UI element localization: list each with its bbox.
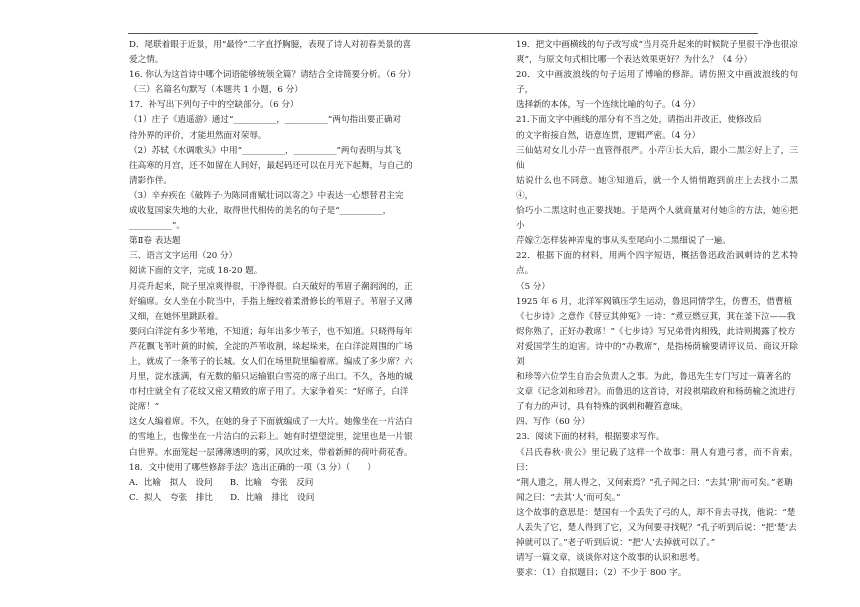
text-line: （3）辛弃疾在《破阵子·为陈同甫赋壮词以寄之》中表达一心想替君主完 bbox=[129, 190, 404, 201]
passage-line: 恰巧小二黑这时也正要找她。于是两个人就商量对付她⑤的方法，她⑥把小 bbox=[516, 206, 798, 232]
passage-line: 好编席。女人坐在小院当中，手指上缠绞着柔滑修长的苇眉子。苇眉子又薄 bbox=[129, 296, 413, 307]
passage-line: 和珍等六位学生自治会负责人之事。为此，鲁迅先生专门写过一篇著名的 bbox=[516, 372, 792, 383]
passage-line: 人丢失了它，楚人得到了它，又为何要寻找呢？”孔子听到后说：“把‘楚’去 bbox=[516, 523, 797, 533]
question-23: 23．阅读下面的材料，根据要求写作。 bbox=[516, 432, 665, 443]
passage-line: 上，就成了一条苇子的长城。女人们在场里院里编着席。编成了多少席？六 bbox=[129, 356, 413, 367]
passage-line: 淀席！” bbox=[129, 402, 160, 413]
text-line: 选择新的本体，写一个连续比喻的句子。（4 分） bbox=[516, 100, 701, 111]
passage-line: 《吕氏春秋·贵公》里记载了这样一个故事：荆人有遗弓者，而不肯索，曰： bbox=[516, 447, 798, 473]
passage-line: 掉就可以了。”老子听到后说：“把‘人’去掉就可以了。” bbox=[516, 538, 716, 549]
question-21: 21.下面文字中画线的部分有不当之处，请指出并改正，使修改后 bbox=[516, 115, 762, 126]
passage-line: “荆人遗之，荆人得之，又何索焉？”孔子闻之曰：“去其‘荆’而可矣。”老聃 bbox=[516, 477, 793, 488]
text-line: 清影作伴。 bbox=[129, 175, 172, 186]
passage-line: 芦花飘飞苇叶黄的时候，全淀的芦苇收割，垛起垛来，在白洋淀周围的广场 bbox=[129, 341, 413, 352]
right-column bbox=[516, 38, 798, 581]
question-17: 17．补写出下列句子中的空缺部分。（6 分） bbox=[129, 100, 299, 111]
passage-line: 又细，在她怀里跳跃着。 bbox=[129, 311, 224, 322]
passage-line: 芹嫁⑦怎样装神弄鬼的事从头至尾向小二黑细说了一遍。 bbox=[516, 236, 731, 247]
instruction: 阅读下面的文字，完成 18-20 题。 bbox=[129, 266, 263, 277]
passage-line: 烬你熟了，正好办教席！”《七步诗》写兄弟骨肉相残，此诗则揭露了校方 bbox=[516, 326, 796, 337]
instruction: 请写一篇文章，谈谈你对这个故事的认识和思考。 bbox=[516, 553, 706, 564]
answer-options: C．拟人 夸张 排比 D．比喻 排比 设问 bbox=[129, 492, 315, 503]
text-line: 爱之情。 bbox=[129, 55, 164, 66]
section-heading: 四、写作（60 分） bbox=[516, 417, 590, 428]
question-20: 20．文中画波浪线的句子运用了博喻的修辞。请仿照文中画波浪线的句子， bbox=[516, 70, 798, 96]
text-line: 爽”，与原文句式相比哪一个表达效果更好？为什么？（4 分） bbox=[516, 55, 753, 66]
requirements: 要求：（1）自拟题目；（2）不少于 800 字。 bbox=[516, 568, 687, 579]
section-heading: （三）名篇名句默写（本题共 1 小题，6 分） bbox=[129, 85, 303, 96]
passage-line: 《七步诗》之意作《替豆其伸冤》一诗：“煮豆燃豆萁，萁在釜下泣——我 bbox=[516, 311, 796, 322]
passage-line: 白世界。水面笼起一层薄薄透明的雾，风吹过来，带着新鲜的荷叶荷花香。 bbox=[129, 447, 413, 458]
passage-line: 市村庄就全有了花纹又密又精致的席子用了。大家争着买：“好席子，白洋 bbox=[129, 387, 409, 398]
question-22: 22．根据下面的材料，用两个四字短语，概括鲁迅政治讽刺诗的艺术特点。 bbox=[516, 251, 798, 277]
passage-line: 月里，淀水涨满，有无数的船只运输银白雪亮的席子出口。不久，各地的城 bbox=[129, 372, 413, 383]
answer-options: A．比喻 拟人 设问 B．比喻 夸张 反问 bbox=[129, 477, 314, 488]
question-16: 16. 你认为这首诗中哪个词语能够统领全篇？请结合全诗简要分析。（6 分） bbox=[129, 70, 416, 81]
passage-line: 三仙姑对女儿小芹一直管得很严。小芹①长大后，跟小二黑②好上了，三仙 bbox=[516, 145, 798, 171]
passage-line: 姑说什么也不同意。她③知道后，就一个人悄悄跑到前庄上去找小二黑④， bbox=[516, 175, 798, 201]
question-18: 18．文中使用了哪些修辞手法？选出正确的一项（3 分）（ ） bbox=[129, 462, 376, 473]
passage-line: 这个故事的意思是：楚国有一个丢失了弓的人，却不肯去寻找，他说：“楚 bbox=[516, 507, 796, 518]
section-heading: 三、语言文字运用（20 分） bbox=[129, 251, 238, 262]
text-line: （1）庄子《逍遥游》通过“__________，__________”两句指出要正确对 bbox=[129, 115, 402, 126]
text-line: 往高寒的月宫，还不如留在人间好，最起码还可以在月光下起舞，与自己的 bbox=[129, 160, 413, 171]
text-line: （5 分） bbox=[516, 281, 550, 292]
text-line: （2）苏轼《水调歌头》中用“__________，__________”两句表明与其飞 bbox=[129, 145, 402, 156]
header-rule bbox=[128, 33, 758, 34]
text-line: 的文字衔接自然，语意连贯，逻辑严密。（4 分） bbox=[516, 130, 701, 141]
text-line: 待外界的评价，才能坦然面对荣辱。 bbox=[129, 130, 267, 141]
passage-line: 的雪地上，也像坐在一片洁白的云彩上。她有时望望淀里，淀里也是一片银 bbox=[129, 432, 413, 443]
passage-line: 文章《记念刘和珍君》。而鲁迅的这首诗，对段祺瑞政府和杨荫榆之流进行 bbox=[516, 387, 796, 398]
passage-line: 1925 年 6 月，北洋军阀镇压学生运动，鲁迅同情学生，仿曹丕，借曹植 bbox=[516, 296, 793, 307]
passage-line: 了有力的声讨，具有特殊的讽刺和鞭笞意味。 bbox=[516, 402, 688, 413]
passage-line: 月亮升起来，院子里凉爽得很，干净得很。白天破好的苇眉子潮润润的，正 bbox=[129, 281, 413, 292]
passage-line: 这女人编着席。不久，在她的身子下面就编成了一大片。她像坐在一片洁白 bbox=[129, 417, 413, 428]
passage-line: 要问白洋淀有多少苇地，不知道；每年出多少苇子，也不知道。只晓得每年 bbox=[129, 326, 413, 337]
text-line: 成收复国家失地的大业，取得世代相传的美名的句子是“__________， bbox=[129, 206, 392, 217]
text-line: D．尾联着眼于近景，用“最怜”二字直抒胸臆，表现了诗人对初春美景的喜 bbox=[129, 40, 412, 50]
part-heading: 第Ⅱ卷 表达题 bbox=[129, 236, 181, 247]
text-line: __________”。 bbox=[129, 221, 185, 232]
left-column bbox=[129, 38, 429, 506]
passage-line: 对爱国学生的迫害。诗中的“办教席”，是指杨荫榆要请评议员、商议开除刘 bbox=[516, 341, 798, 367]
passage-line: 闻之曰：“去其‘人’而可矣。” bbox=[516, 492, 621, 503]
question-19: 19．把文中画横线的句子改写成“当月亮升起来的时候院子里很干净也很凉 bbox=[516, 40, 798, 50]
